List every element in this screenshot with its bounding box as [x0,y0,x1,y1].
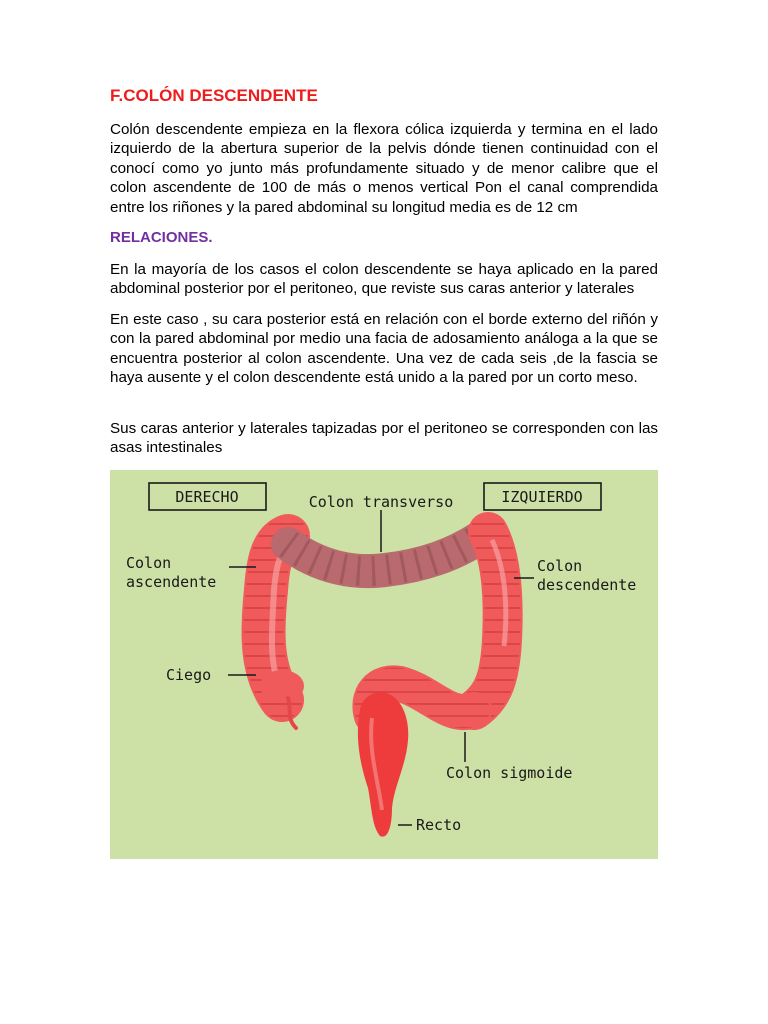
rectum [358,692,408,837]
left-side-label: IZQUIERDO [501,488,583,506]
relaciones-paragraph-2: En este caso , su cara posterior está en relación con el borde externo del riñón y con la pared abdominal por medio una facia de adosamiento análoga a la que se encuentra posterior al colon ascendente. Una vez de cada seis ,de la fascia se haya ausente y el colon descendente está unido a la pared por un corto meso. [110,311,658,387]
descending-colon-label-1: Colon [537,557,583,575]
section-title: F.COLÓN DESCENDENTE [110,86,318,105]
relaciones-paragraph-1: En la mayoría de los casos el colon descendente se haya aplicado en la pared abdominal posterior por el peritoneo, que reviste sus caras anterior y laterales [110,261,658,298]
cecum [260,670,304,702]
relaciones-paragraph-3: Sus caras anterior y laterales tapizadas por el peritoneo se corresponden con las asas intestinales [110,420,658,457]
sigmoid-colon-label: Colon sigmoide [446,764,573,782]
right-side-label: DERECHO [175,488,239,506]
colon-diagram [110,470,658,859]
descending-colon-label-2: descendente [537,576,637,594]
ascending-colon-label-2: ascendente [126,573,217,591]
cecum-label: Ciego [166,666,212,684]
relaciones-heading: RELACIONES. [110,229,213,246]
colon-anatomy-figure [110,470,658,859]
ascending-colon-label-1: Colon [126,554,172,572]
transverse-colon-label: Colon transverso [308,493,454,511]
rectum-label: Recto [416,816,462,834]
intro-paragraph: Colón descendente empieza en la flexora cólica izquierda y termina en el lado izquierdo de la abertura superior de la pelvis dónde tienen continuidad con el conocí como yo junto más profundamente situado y de menor calibre que el colon ascendente de 100 de más o menos vertical Pon el canal comprendida entre los riñones y la pared abdominal su longitud media es de 12 cm [110,121,658,216]
